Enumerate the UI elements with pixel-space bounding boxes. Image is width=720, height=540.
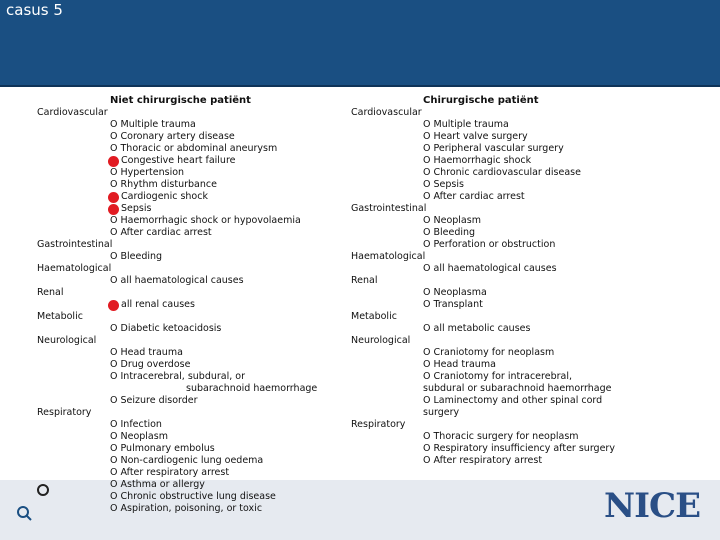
right-item: O Transplant <box>423 299 483 310</box>
left-category-renal: Renal <box>37 287 64 298</box>
left-category-cardiovascular: Cardiovascular <box>37 107 108 118</box>
left-item: O Pulmonary embolus <box>110 443 215 454</box>
left-heading: Niet chirurgische patiënt <box>110 95 251 106</box>
left-item: O Intracerebral, subdural, or <box>110 371 245 382</box>
right-item: O Neoplasma <box>423 287 487 298</box>
right-item: O Peripheral vascular surgery <box>423 143 564 154</box>
magnifier-icon <box>14 503 34 523</box>
right-item: O Craniotomy for neoplasm <box>423 347 555 358</box>
logo-text: NICE <box>604 486 700 526</box>
left-item: O all haematological causes <box>110 275 244 286</box>
right-category-metabolic: Metabolic <box>351 311 397 322</box>
left-item: O Diabetic ketoacidosis <box>110 323 222 334</box>
left-item: O Rhythm disturbance <box>110 179 217 190</box>
right-item: O Bleeding <box>423 227 476 238</box>
left-item: Cardiogenic shock <box>121 191 208 202</box>
left-category-metabolic: Metabolic <box>37 311 83 322</box>
right-category-cardiovascular: Cardiovascular <box>351 107 422 118</box>
left-item: O After cardiac arrest <box>110 227 212 238</box>
left-item: O Drug overdose <box>110 359 191 370</box>
left-item: all renal causes <box>121 299 195 310</box>
right-item: O all metabolic causes <box>423 323 531 334</box>
left-category-gastrointestinal: Gastrointestinal <box>37 239 113 250</box>
nice-logo <box>604 486 700 526</box>
left-item: Sepsis <box>121 203 152 214</box>
right-category-renal: Renal <box>351 275 378 286</box>
right-item: O Head trauma <box>423 359 496 370</box>
left-item: O Haemorrhagic shock or hypovolaemia <box>110 215 301 226</box>
right-item: O After respiratory arrest <box>423 455 543 466</box>
right-item: O Respiratory insufficiency after surgery <box>423 443 615 454</box>
right-item: O Heart valve surgery <box>423 131 528 142</box>
left-item: O Non-cardiogenic lung oedema <box>110 455 264 466</box>
left-item: O Chronic obstructive lung disease <box>110 491 276 502</box>
left-item: O After respiratory arrest <box>110 467 230 478</box>
right-item: O Sepsis <box>423 179 464 190</box>
left-item: subarachnoid haemorrhage <box>186 383 318 394</box>
left-item: O Head trauma <box>110 347 183 358</box>
left-item: O Coronary artery disease <box>110 131 235 142</box>
right-item: O Laminectomy and other spinal cord <box>423 395 603 406</box>
red-marker <box>108 192 119 203</box>
red-marker <box>108 204 119 215</box>
slide-header <box>0 0 720 87</box>
left-item: O Bleeding <box>110 251 163 262</box>
right-category-respiratory: Respiratory <box>351 419 406 430</box>
left-item: O Multiple trauma <box>110 119 196 130</box>
left-item: O Asthma or allergy <box>110 479 205 490</box>
red-marker <box>108 156 119 167</box>
right-heading: Chirurgische patiënt <box>423 95 539 106</box>
red-marker <box>108 300 119 311</box>
right-item: O Thoracic surgery for neoplasm <box>423 431 579 442</box>
circle-icon <box>36 483 50 497</box>
left-item: O Thoracic or abdominal aneurysm <box>110 143 278 154</box>
right-item: O Craniotomy for intracerebral, <box>423 371 572 382</box>
right-item: O Perforation or obstruction <box>423 239 556 250</box>
right-category-gastrointestinal: Gastrointestinal <box>351 203 427 214</box>
left-item: O Hypertension <box>110 167 185 178</box>
right-item: O Multiple trauma <box>423 119 509 130</box>
right-item: O Neoplasm <box>423 215 481 226</box>
right-category-haematological: Haematological <box>351 251 426 262</box>
left-category-haematological: Haematological <box>37 263 112 274</box>
right-item: surgery <box>423 407 460 418</box>
slide-title: casus 5 <box>6 1 63 19</box>
left-item: O Seizure disorder <box>110 395 198 406</box>
left-item: O Aspiration, poisoning, or toxic <box>110 503 263 514</box>
left-item: Congestive heart failure <box>121 155 236 166</box>
right-item: O After cardiac arrest <box>423 191 525 202</box>
left-category-respiratory: Respiratory <box>37 407 92 418</box>
right-item: O Haemorrhagic shock <box>423 155 532 166</box>
left-item: O Neoplasm <box>110 431 168 442</box>
right-item: subdural or subarachnoid haemorrhage <box>423 383 612 394</box>
right-item: O all haematological causes <box>423 263 557 274</box>
right-item: O Chronic cardiovascular disease <box>423 167 581 178</box>
right-category-neurological: Neurological <box>351 335 411 346</box>
left-category-neurological: Neurological <box>37 335 97 346</box>
left-item: O Infection <box>110 419 162 430</box>
